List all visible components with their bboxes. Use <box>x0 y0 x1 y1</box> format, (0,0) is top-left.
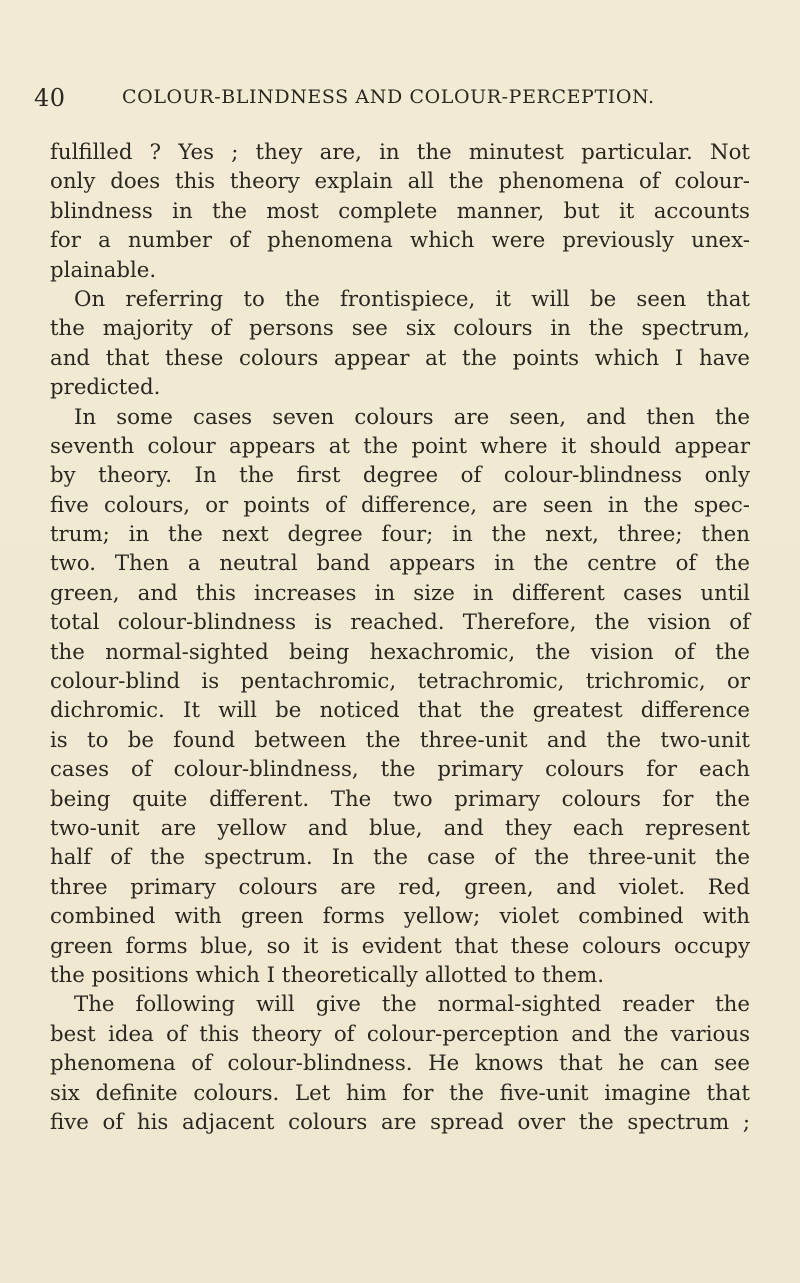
text-line: colour-blind is pentachromic, tetrachromic, trichromic, or <box>50 669 750 695</box>
text-line: fulfilled ? Yes ; they are, in the minutest particular. Not <box>50 140 750 165</box>
text-line: five of his adjacent colours are spread over the spectrum ; <box>50 1109 750 1135</box>
text-line: dichromic. It will be noticed that the greatest difference <box>50 698 750 724</box>
text-line: the positions which I theoretically allotted to them. <box>50 962 604 988</box>
text-line: phenomena of colour-blindness. He knows that he can see <box>50 1051 750 1077</box>
text-line: green forms blue, so it is evident that these colours occupy <box>50 933 750 959</box>
text-line: best idea of this theory of colour-perception and the various <box>50 1021 750 1047</box>
text-line: In some cases seven colours are seen, and then the <box>74 404 750 430</box>
text-line: two. Then a neutral band appears in the centre of the <box>50 551 750 577</box>
text-line: total colour-blindness is reached. Therefore, the vision of <box>50 610 750 636</box>
text-line: plainable. <box>50 257 157 283</box>
text-line: trum; in the next degree four; in the next, three; then <box>50 522 750 548</box>
text-line: for a number of phenomena which were previously unex- <box>50 228 750 254</box>
text-line: cases of colour-blindness, the primary colours for each <box>50 757 750 783</box>
text-line: The following will give the normal-sighted reader the <box>74 992 750 1018</box>
text-line: is to be found between the three-unit and the two-unit <box>50 727 750 753</box>
text-line: six definite colours. Let him for the five-unit imagine that <box>50 1080 750 1106</box>
text-line: blindness in the most complete manner, but it accounts <box>50 198 750 224</box>
text-line: predicted. <box>50 375 161 401</box>
text-line: green, and this increases in size in different cases until <box>50 580 750 606</box>
text-line: two-unit are yellow and blue, and they each represent <box>50 815 750 841</box>
text-line: half of the spectrum. In the case of the three-unit the <box>50 845 750 871</box>
text-line: three primary colours are red, green, and violet. Red <box>50 874 750 900</box>
text-line: being quite different. The two primary colours for the <box>50 786 750 812</box>
text-line: by theory. In the first degree of colour-blindness only <box>50 463 750 489</box>
running-head <box>34 84 754 118</box>
text-line: the normal-sighted being hexachromic, the vision of the <box>50 639 750 665</box>
text-line: seventh colour appears at the point where it should appear <box>50 433 750 459</box>
text-line: and that these colours appear at the points which I have <box>50 345 750 371</box>
text-line: On referring to the frontispiece, it will be seen that <box>74 286 750 312</box>
text-line: only does this theory explain all the phenomena of colour- <box>50 169 750 195</box>
text-line: five colours, or points of difference, are seen in the spec- <box>50 492 750 518</box>
text-line: combined with green forms yellow; violet combined with <box>50 904 750 930</box>
page-number: 40 <box>34 84 66 112</box>
body-text <box>50 138 750 1137</box>
running-title: COLOUR-BLINDNESS AND COLOUR-PERCEPTION. <box>122 86 655 108</box>
text-line: the majority of persons see six colours in the spectrum, <box>50 316 750 342</box>
